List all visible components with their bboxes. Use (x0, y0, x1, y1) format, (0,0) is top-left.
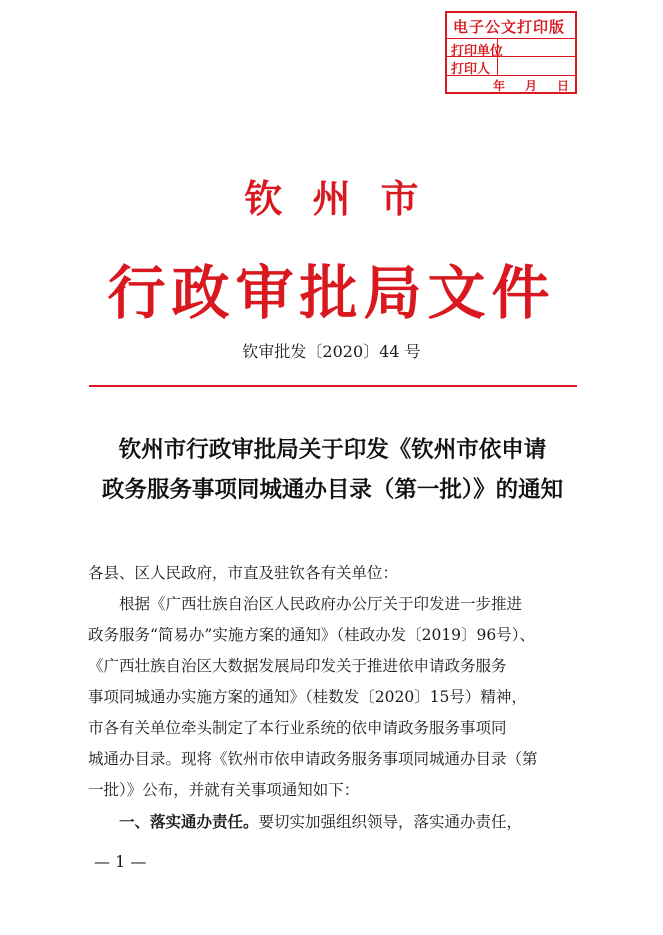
print-stamp (445, 11, 577, 94)
stamp-title-row (447, 13, 575, 39)
stamp-date-row (447, 76, 575, 94)
stamp-title: 电子公文打印版 (453, 18, 566, 36)
paragraph-line: 一批）》公布，并就有关事项通知如下： (88, 781, 360, 799)
stamp-unit-label: 打印单位 (451, 44, 504, 59)
stamp-year: 年 (492, 79, 505, 93)
paragraph-line: 《广西壮族自治区大数据发展局印发关于推进依申请政务服务 (88, 657, 507, 675)
page-number: — 1 — (94, 852, 147, 871)
stamp-person-row (447, 57, 575, 76)
section-1-text: 要切实加强组织领导，落实通办责任， (258, 813, 523, 831)
stamp-day: 日 (556, 79, 569, 93)
document-body (88, 558, 588, 838)
stamp-person-label: 打印人 (451, 62, 491, 77)
paragraph-line: 事项同城通办实施方案的通知》（桂数发〔2020〕15号）精神， (88, 688, 527, 706)
paragraph-line: 政务服务“简易办”实施方案的通知》（桂政办发〔2019〕96号）、 (88, 626, 536, 644)
paragraph-line: 城通办目录。现将《钦州市依申请政务服务事项同城通办目录（第 (88, 750, 538, 768)
paragraph-line: 根据《广西壮族自治区人民政府办公厅关于印发进一步推进 (119, 595, 523, 613)
issuing-city: 钦州市 (244, 176, 449, 221)
stamp-date (473, 77, 569, 94)
document-title (60, 430, 605, 510)
section-1 (88, 806, 588, 838)
stamp-divider (497, 39, 498, 76)
stamp-month: 月 (524, 79, 537, 93)
salutation: 各县、区人民政府，市直及驻钦各有关单位： (88, 564, 399, 582)
issuing-organization: 行政审批局文件 (107, 259, 556, 327)
document-number: 钦审批发〔2020〕44 号 (242, 342, 421, 361)
document-title-line-2: 政务服务事项同城通办目录（第一批）》的通知 (101, 477, 564, 503)
document-title-line-1: 钦州市行政审批局关于印发《钦州市依申请 (118, 437, 547, 463)
section-1-heading: 一、落实通办责任。 (119, 812, 259, 831)
red-divider-line (89, 385, 577, 387)
paragraph-line: 市各有关单位牵头制定了本行业系统的依申请政务服务事项同 (88, 719, 507, 737)
stamp-unit-row (447, 39, 575, 57)
